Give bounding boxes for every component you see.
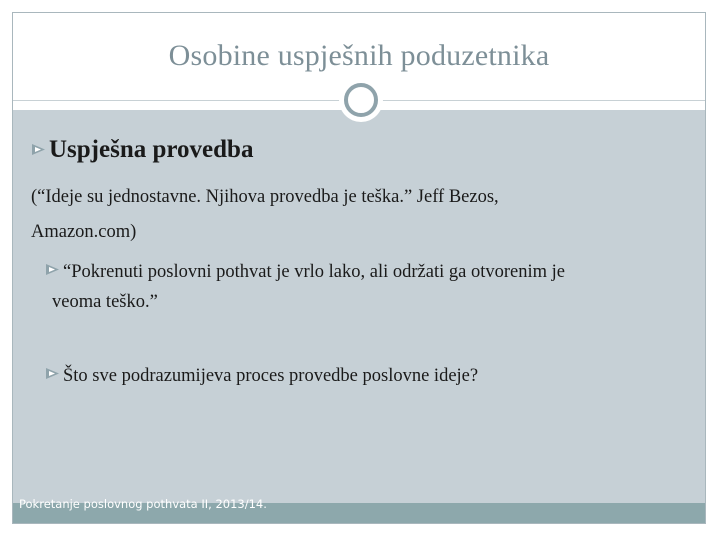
heading-bullet-text: Uspješna provedba	[49, 136, 254, 163]
triangle-bullet-icon	[46, 264, 59, 275]
slide-title: Osobine uspješnih poduzetnika	[168, 39, 550, 72]
bullet-2-line-1: “Pokrenuti poslovni pothvat je vrlo lako, ali održati ga otvorenim je	[63, 262, 565, 282]
bullet-3-text: Što sve podrazumijeva proces provedbe poslovne ideje?	[63, 366, 479, 386]
quote-block	[31, 180, 671, 250]
heading-bullet	[32, 136, 253, 164]
bullet-item-2	[46, 257, 686, 317]
triangle-bullet-icon	[32, 144, 45, 155]
bullet-2-line-2: veoma teško.”	[52, 292, 158, 312]
triangle-bullet-icon	[46, 368, 59, 379]
quote-line-1: (“Ideje su jednostavne. Njihova provedba je teška.” Jeff Bezos,	[31, 187, 499, 207]
footer-text: Pokretanje poslovnog pothvata II, 2013/14.	[19, 497, 267, 511]
bullet-item-3	[46, 366, 478, 387]
circle-ring-icon	[339, 78, 383, 122]
quote-line-2: Amazon.com)	[31, 222, 137, 242]
